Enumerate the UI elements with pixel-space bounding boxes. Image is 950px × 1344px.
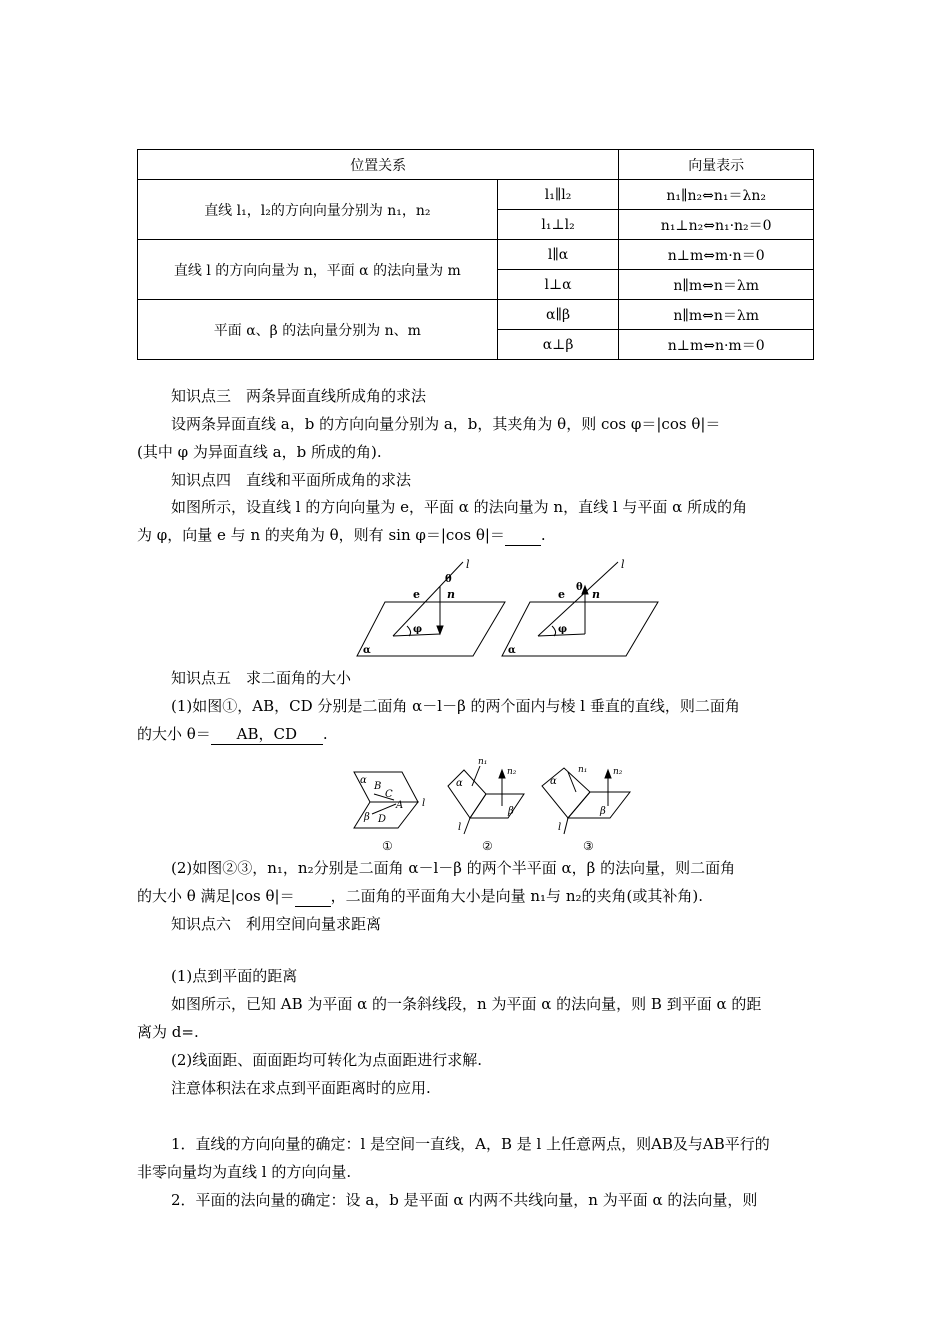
text-segment: 的大小 θ＝ (137, 725, 211, 743)
paragraph-line: (2)如图②③，n₁，n₂分别是二面角 α－l－β 的两个半平面 α，β 的法向量，则二面角 (171, 859, 736, 877)
plane-alpha-shape (357, 602, 505, 656)
figure-panel-right (502, 562, 658, 656)
label-beta: β (364, 812, 370, 823)
figure-caption-3: ③ (583, 839, 594, 853)
table-cell-vector: n∥m⇔n＝λm (619, 300, 814, 330)
paragraph-line: (其中 φ 为异面直线 a，b 所成的角). (137, 443, 382, 461)
paragraph-line (137, 886, 817, 907)
arrow-head (605, 770, 611, 778)
figure-panel-left (357, 562, 505, 656)
label-n2: n₂ (613, 767, 623, 777)
label-l: l (466, 558, 470, 571)
table-header-relation: 位置关系 (138, 150, 619, 180)
label-e: e (558, 588, 565, 601)
label-a: A (396, 800, 404, 811)
label-e: e (413, 588, 420, 601)
position-relation-table (137, 149, 814, 360)
label-alpha: α (360, 775, 367, 786)
paragraph-line (137, 525, 817, 546)
table-header-vector: 向量表示 (619, 150, 814, 180)
paragraph-line: 如图所示，设直线 l 的方向向量为 e，平面 α 的法向量为 n，直线 l 与平面 α 所成的角 (171, 498, 748, 516)
note-line: 非零向量均为直线 l 的方向向量. (137, 1163, 352, 1181)
subsection-title: (1)点到平面的距离 (171, 967, 298, 985)
half-plane-beta (568, 792, 630, 818)
arrow-head (437, 626, 443, 634)
dihedral-angle-figure (352, 756, 634, 854)
arrow-head (499, 770, 505, 778)
edge-l (464, 818, 470, 834)
label-beta: β (600, 806, 606, 817)
fill-blank: AB，CD (211, 724, 323, 745)
text-segment: 的大小 θ 满足|cos θ|＝ (137, 887, 295, 905)
label-alpha: α (508, 645, 516, 656)
line-plane-angle-figure (355, 556, 665, 662)
angle-arc-phi (552, 626, 556, 636)
paragraph-line: (1)如图①，AB，CD 分别是二面角 α－l－β 的两个面内与棱 l 垂直的直线，则二面角 (171, 697, 740, 715)
table-cell-relation: l∥α (497, 240, 619, 270)
label-alpha: α (363, 645, 371, 656)
plane-alpha-shape (502, 602, 658, 656)
note-line: 2．平面的法向量的确定：设 a，b 是平面 α 内两不共线向量，n 为平面 α 的法向量，则 (171, 1191, 758, 1209)
section-title: 知识点六 利用空间向量求距离 (171, 915, 382, 933)
table-cell-vector: n₁∥n₂⇔n₁＝λn₂ (619, 180, 814, 210)
table-cell-relation: l₁⊥l₂ (497, 210, 619, 240)
label-l: l (422, 798, 426, 809)
label-l: l (458, 822, 462, 833)
table-cell-vector: n∥m⇔n＝λm (619, 270, 814, 300)
label-c: C (385, 789, 393, 800)
half-plane-beta (470, 794, 524, 818)
label-alpha: α (550, 776, 557, 787)
table-row-desc: 直线 l 的方向向量为 n，平面 α 的法向量为 m (138, 240, 498, 300)
paragraph-line: 离为 d=. (137, 1023, 199, 1041)
figure-caption-1: ① (382, 839, 393, 853)
paragraph-line: 设两条异面直线 a，b 的方向向量分别为 a，b，其夹角为 θ，则 cos φ＝|cos θ|＝ (171, 415, 721, 433)
line-cd (372, 804, 396, 814)
label-l: l (558, 822, 562, 833)
table-cell-relation: α∥β (497, 300, 619, 330)
table-cell-vector: n⊥m⇔n·m＝0 (619, 330, 814, 360)
text-segment: . (540, 526, 546, 544)
angle-arc-phi (407, 626, 411, 636)
table-cell-relation: l₁∥l₂ (497, 180, 619, 210)
label-n2: n₂ (507, 767, 517, 777)
figure-caption-2: ② (482, 839, 493, 853)
label-theta: θ (445, 574, 452, 585)
section-title: 知识点四 直线和平面所成角的求法 (171, 471, 412, 489)
text-segment: . (322, 725, 328, 743)
label-theta: θ (576, 582, 583, 593)
label-n1: n₁ (578, 765, 588, 775)
label-n: n (592, 588, 600, 601)
line-l (538, 562, 618, 636)
table-row-desc: 直线 l₁，l₂的方向向量分别为 n₁，n₂ (138, 180, 498, 240)
label-beta: β (508, 806, 514, 817)
note-line: 1．直线的方向向量的确定：l 是空间一直线，A，B 是 l 上任意两点，则AB及与AB平行的 (171, 1135, 770, 1153)
label-phi: φ (558, 624, 568, 635)
table-row-desc: 平面 α、β 的法向量分别为 n、m (138, 300, 498, 360)
paragraph-line: (2)线面距、面面距均可转化为点面距进行求解. (171, 1051, 483, 1069)
table-cell-vector: n₁⊥n₂⇔n₁·n₂＝0 (619, 210, 814, 240)
paragraph-line: 如图所示，已知 AB 为平面 α 的一条斜线段，n 为平面 α 的法向量，则 B 到平面 α 的距 (171, 995, 762, 1013)
paragraph-line: 注意体积法在求点到平面距离时的应用. (171, 1079, 431, 1097)
label-n1: n₁ (478, 757, 488, 767)
section-title: 知识点五 求二面角的大小 (171, 669, 352, 687)
label-l: l (621, 558, 625, 571)
text-segment: ，二面角的平面角大小是向量 n₁与 n₂的夹角(或其补角). (330, 887, 703, 905)
table-cell-vector: n⊥m⇔m·n＝0 (619, 240, 814, 270)
label-alpha: α (456, 778, 463, 789)
table-cell-relation: α⊥β (497, 330, 619, 360)
text-segment: 为 φ，向量 e 与 n 的夹角为 θ，则有 sin φ＝|cos θ|＝ (137, 526, 505, 544)
label-d: D (378, 814, 387, 825)
label-n: n (447, 588, 455, 601)
table-cell-relation: l⊥α (497, 270, 619, 300)
section-title: 知识点三 两条异面直线所成角的求法 (171, 387, 427, 405)
fill-blank (295, 886, 331, 907)
paragraph-line (137, 724, 817, 745)
edge-l (564, 818, 568, 834)
label-phi: φ (413, 624, 423, 635)
label-b: B (374, 781, 382, 792)
fill-blank (505, 525, 541, 546)
half-plane-alpha (448, 770, 486, 818)
